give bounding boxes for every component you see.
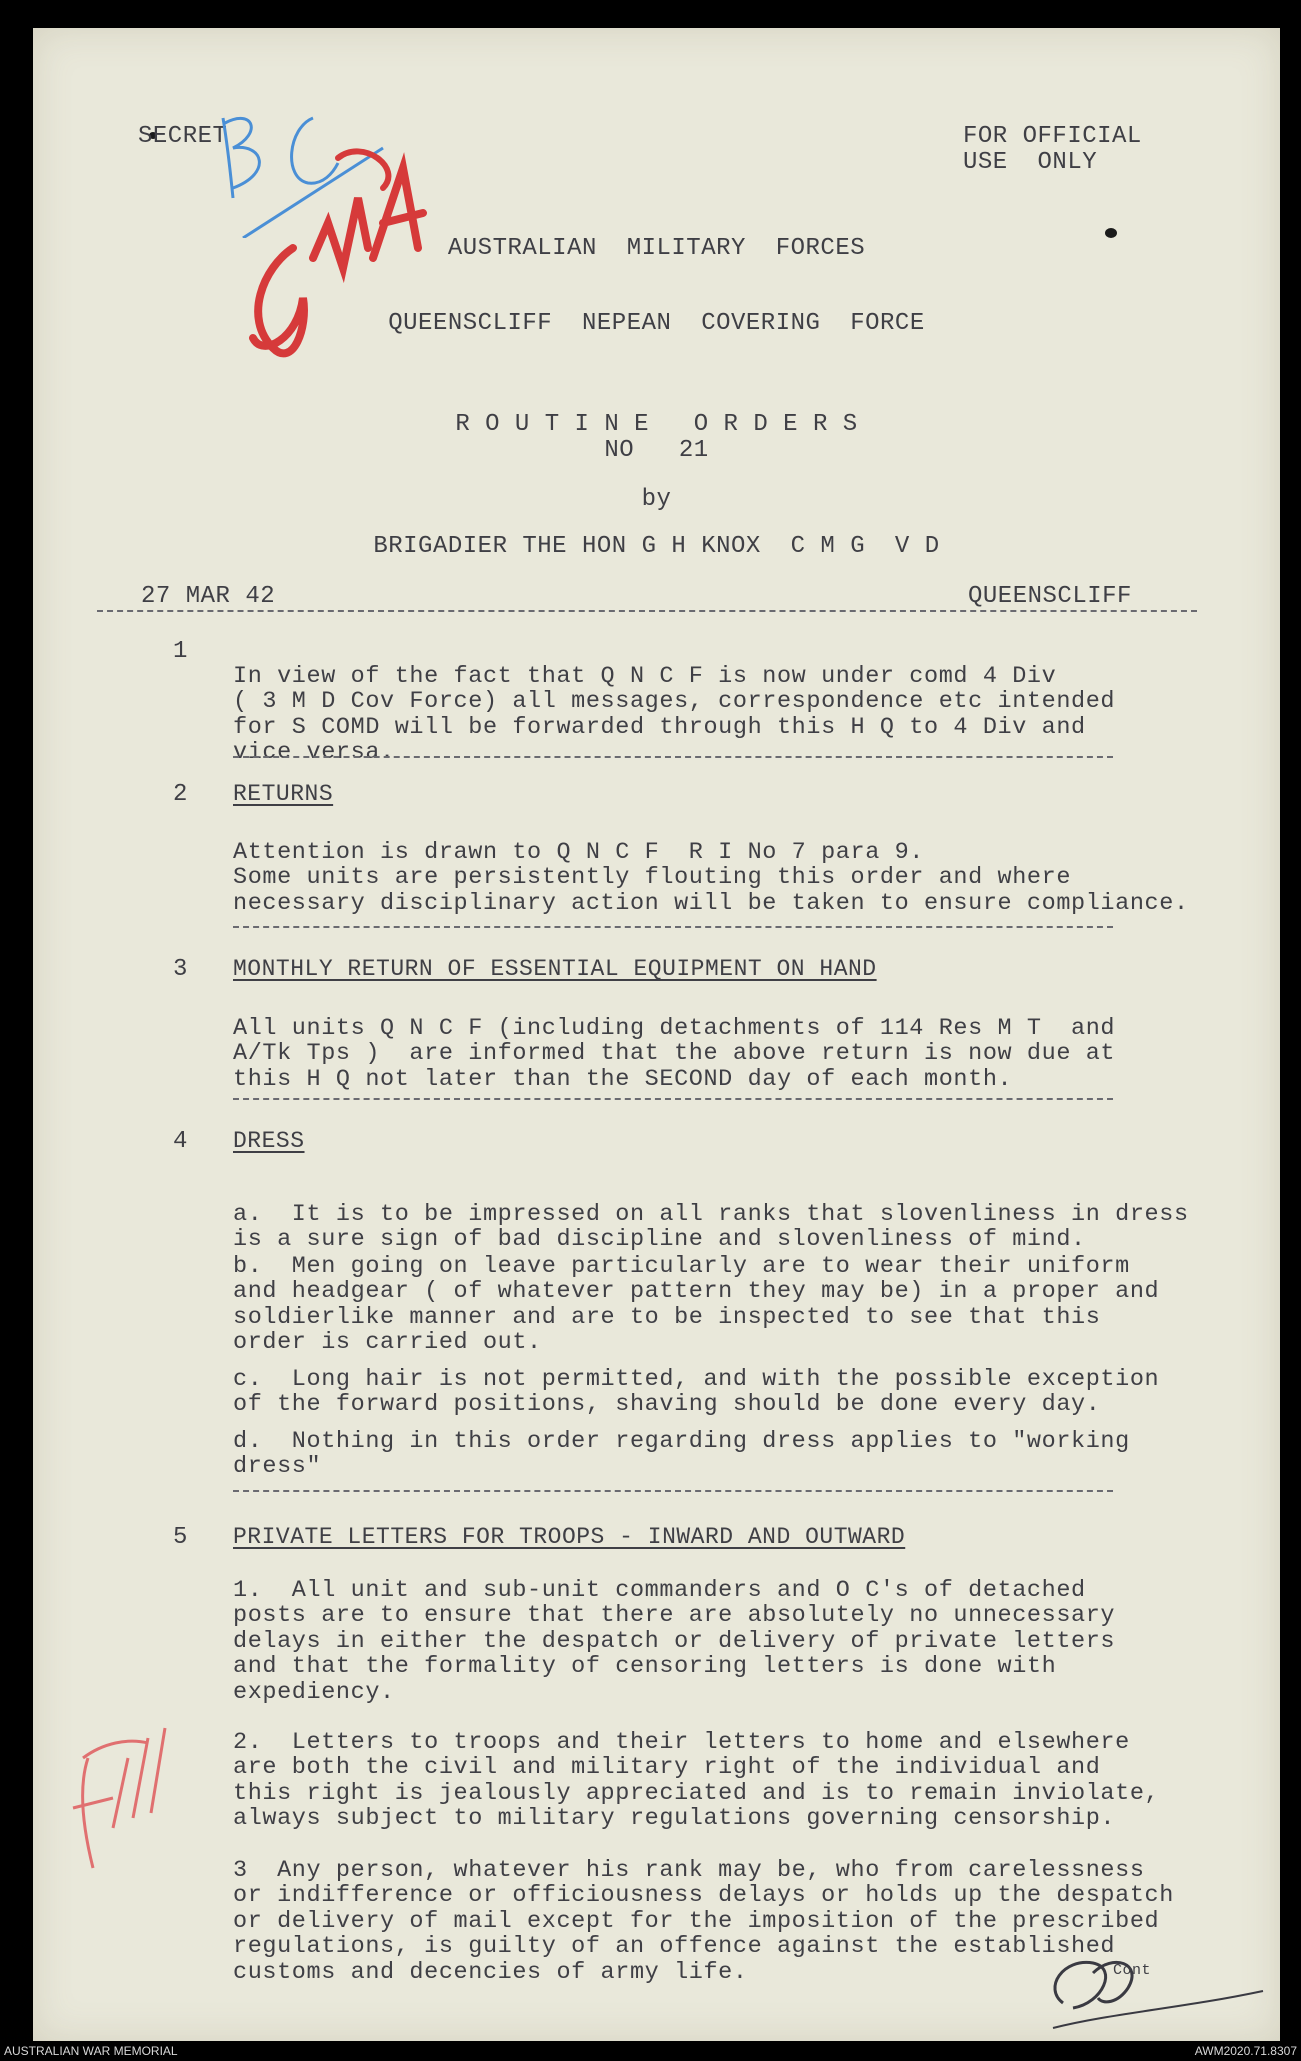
paragraph-1-text: In view of the fact that Q N C F is now under comd 4 Div ( 3 M D Cov Force) all messages, correspondence etc intended for S COMD will be forwarded through this H Q to 4 Div and vice versa. [233, 662, 1116, 766]
header-divider [97, 610, 1197, 612]
continuation-mark: Cont [1113, 1962, 1152, 1979]
footer-left: AUSTRALIAN WAR MEMORIAL [4, 2044, 178, 2058]
document-number: NO 21 [604, 437, 709, 464]
paragraph-divider [233, 1490, 1113, 1492]
dress-item-a: a. It is to be impressed on all ranks that slovenliness in dress is a sure sign of bad discipline and slovenliness of mind. [233, 1200, 1189, 1253]
paragraph-number: 2 [173, 781, 188, 808]
red-file-annotation [53, 1698, 173, 1888]
distribution-line-1: FOR OFFICIAL [963, 123, 1142, 150]
paragraph-number: 1 [173, 638, 188, 665]
paragraph-heading: MONTHLY RETURN OF ESSENTIAL EQUIPMENT ON HAND [233, 956, 877, 982]
footer-right: AWM2020.71.8307 [1194, 2044, 1297, 2058]
letters-item-1: 1. All unit and sub-unit commanders and O C's of detached posts are to ensure that there are absolutely no unnecessary delays in either the despatch or delivery of private letters and that the formality of censoring letters is done with expediency. [233, 1576, 1116, 1706]
paragraph-2-text: Attention is drawn to Q N C F R I No 7 para 9. Some units are persistently flouting this order and where necessary disciplinary action will be taken to ensure compliance. [233, 838, 1189, 917]
force-title: QUEENSCLIFF NEPEAN COVERING FORCE [388, 310, 925, 337]
classification-label: SECRET [138, 123, 228, 150]
paragraph-number: 3 [173, 956, 188, 983]
paragraph-number: 4 [173, 1128, 188, 1155]
dress-item-b: b. Men going on leave particularly are to wear their uniform and headgear ( of whatever pattern they may be) in a proper and soldierlike manner and are to be inspected to see that this order is carried out. [233, 1252, 1160, 1356]
paragraph-divider [233, 926, 1113, 928]
document-place: QUEENSCLIFF [968, 583, 1132, 610]
paragraph-3-text: All units Q N C F (including detachments of 114 Res M T and A/Tk Tps ) are informed that the above return is now due at this H Q not later than the SECOND day of each month. [233, 1014, 1116, 1093]
by-line: by [641, 486, 672, 513]
red-initials-annotation [233, 128, 453, 368]
paragraph-number: 5 [173, 1524, 188, 1551]
signature-annotation [1033, 1933, 1273, 2033]
paragraph-heading: DRESS [233, 1128, 305, 1154]
letters-item-2: 2. Letters to troops and their letters to home and elsewhere are both the civil and military right of the individual and this right is jealously appreciated and is to remain inviolate, always subject to military regulations governing censorship. [233, 1728, 1160, 1832]
document-date: 27 MAR 42 [141, 583, 276, 610]
paragraph-divider [233, 756, 1113, 758]
organisation-title: AUSTRALIAN MILITARY FORCES [447, 235, 866, 262]
paragraph-heading: PRIVATE LETTERS FOR TROOPS - INWARD AND OUTWARD [233, 1524, 906, 1550]
letters-item-3: 3 Any person, whatever his rank may be, who from carelessness or indifference or officiousness delays or holds up the despatch or delivery of mail except for the imposition of the prescribed regulations, is guilty of an offence against the established customs and decencies of army life. [233, 1856, 1174, 1986]
dress-item-c: c. Long hair is not permitted, and with the possible exception of the forward positions, shaving should be done every day. [233, 1365, 1160, 1418]
author-line: BRIGADIER THE HON G H KNOX C M G V D [373, 533, 940, 560]
dress-item-d: d. Nothing in this order regarding dress applies to "working dress" [233, 1427, 1130, 1480]
document-title: R O U T I N E O R D E R S [455, 411, 858, 438]
paragraph-heading: RETURNS [233, 781, 334, 807]
distribution-line-2: USE ONLY [963, 149, 1098, 176]
paragraph-divider [233, 1098, 1113, 1100]
document-page [33, 28, 1280, 2041]
